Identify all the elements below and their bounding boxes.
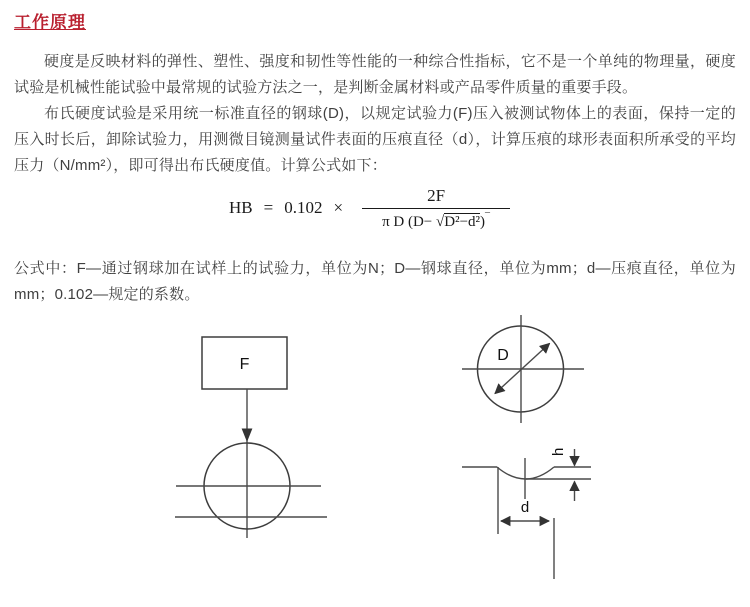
formula-lhs: HB [229, 198, 253, 217]
formula-times: × [333, 198, 344, 217]
denominator-suffix: ) [480, 213, 486, 230]
formula-coefficient: 0.102 [284, 198, 323, 217]
brinell-test-diagrams [14, 308, 750, 585]
formula-legend: 公式中：F—通过钢球加在试样上的试验力，单位为N；D—钢球直径，单位为mm；d—压痕直径，单位为mm；0.102—规定的系数。 [14, 260, 736, 303]
indent-depth-label: h [550, 447, 567, 456]
radicand: D²−d² [444, 213, 481, 230]
ball-diameter-diagram [462, 315, 584, 423]
formula-fraction [362, 186, 510, 231]
force-label: F [239, 356, 250, 373]
denominator-prefix: π D (D− [382, 213, 437, 230]
formula-equals: = [263, 198, 274, 217]
paragraph-brinell-method: 布氏硬度试验是采用统一标准直径的钢球(D)，以规定试验力(F)压入被测试物体上的表面，保持一定的压入时长后，卸除试验力，用测微目镜测量试件表面的压痕直径（d），计算压痕的球形表面积所承受的平均压力（N/mm²），即可得出布氏硬度值。计算公式如下： [14, 105, 736, 174]
stray-mark: ¯ [485, 211, 491, 223]
paragraph-hardness-intro: 硬度是反映材料的弹性、塑性、强度和韧性等性能的一种综合性指标，它不是一个单纯的物理量，硬度试验是机械性能试验中最常规的试验方法之一，是判断金属材料或产品零件质量的重要手段。 [14, 53, 736, 96]
indentation-section-diagram [462, 448, 591, 579]
brinell-formula [229, 182, 736, 234]
force-indentation-diagram [175, 337, 327, 538]
formula-numerator: 2F [427, 185, 446, 205]
ball-diameter-label: D [497, 347, 509, 364]
indent-diameter-label: d [520, 499, 530, 516]
radical-sign: √ [436, 213, 445, 230]
formula-denominator [362, 208, 510, 231]
page-title: 工作原理 [14, 13, 86, 32]
force-arrowhead-icon [242, 429, 253, 443]
